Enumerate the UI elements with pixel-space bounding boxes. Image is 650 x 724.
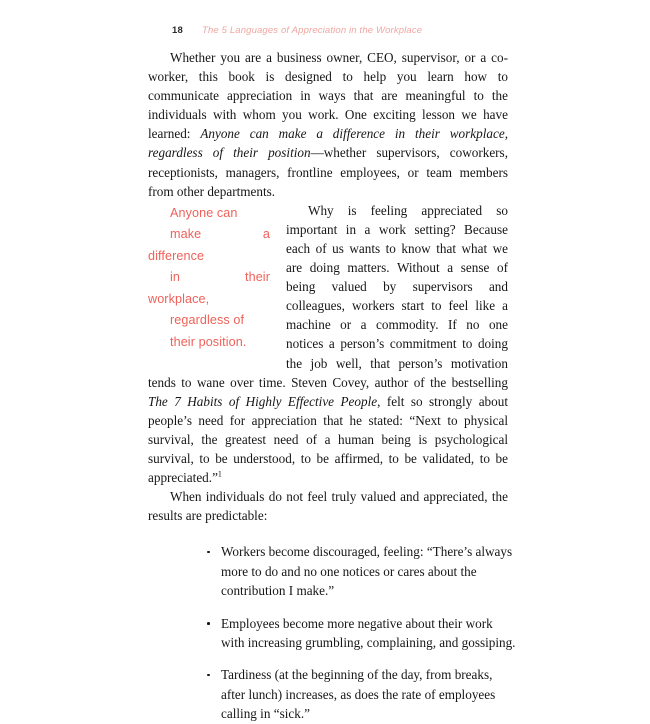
paragraph-2 [148, 201, 508, 487]
running-title: The 5 Languages of Appreciation in the Workplace [202, 24, 423, 36]
list-item [206, 614, 516, 653]
paragraph-2-lead: Why is feeling appreciated so important in a work setting? Because each of us wants to know that what we are doing matters. Without a sense of being valued by supervisors and colleagues, workers start to feel like a machine or a commodity. If no one notices a person’s commitment to doing the job well, that person’s motivation tends to wane over time. Steven Covey, author of the bestselling [148, 202, 508, 390]
footnote-marker: 1 [217, 469, 222, 479]
paragraph-1 [148, 48, 508, 201]
pull-quote-line-1: Anyone can [170, 205, 238, 220]
text-block [148, 48, 516, 724]
list-item-text: Tardiness (at the beginning of the day, from breaks, after lunch) increases, as does the rate of employees calling in “sick.” [221, 667, 496, 722]
paragraph-1-italic-phrase: Anyone can make a difference in their workplace, regardless of their position [148, 126, 508, 161]
list-item [206, 542, 516, 600]
paragraph-1-lead: Whether you are a business owner, CEO, supervisor, or a co-worker, this book is designed to help you learn how to communicate appreciation in ways that are meaningful to the individuals with whom you work. One exciting lesson we have learned: [148, 50, 508, 142]
pull-quote [148, 203, 270, 354]
bullet-icon [207, 674, 210, 677]
list-item-text: Employees become more negative about their work with increasing grumbling, complaining, and gossiping. [221, 615, 516, 650]
bullet-icon [207, 551, 210, 554]
consequences-list [206, 542, 516, 723]
paragraph-1-tail: —whether supervisors, coworkers, receptionists, managers, frontline employees, or team members from other departments. [148, 145, 508, 199]
pull-quote-line-5: their position. [170, 334, 247, 349]
pull-quote-line-4: regardless of [170, 313, 245, 328]
paragraph-3: When individuals do not feel truly valued and appreciated, the results are predictable: [148, 489, 508, 524]
running-head [172, 22, 512, 38]
bullet-icon [207, 622, 210, 625]
list-item-text: Workers become discouraged, feeling: “There’s always more to do and no one notices or cares about the contribution I make.” [221, 544, 513, 599]
book-title-italic: The 7 Habits of Highly Effective People [148, 393, 378, 409]
pull-quote-line-3: in their workplace, [148, 270, 270, 306]
paragraph-2-tail: , felt so strongly about people’s need for appreciation that he stated: “Next to physical survival, the greatest need of a human being is psychological survival, to be understood, to be affirmed, to be validated, to be appreciated.” [148, 393, 509, 486]
pull-quote-line-2: make a difference [148, 227, 270, 263]
list-item [206, 665, 516, 723]
page-number: 18 [172, 24, 183, 36]
